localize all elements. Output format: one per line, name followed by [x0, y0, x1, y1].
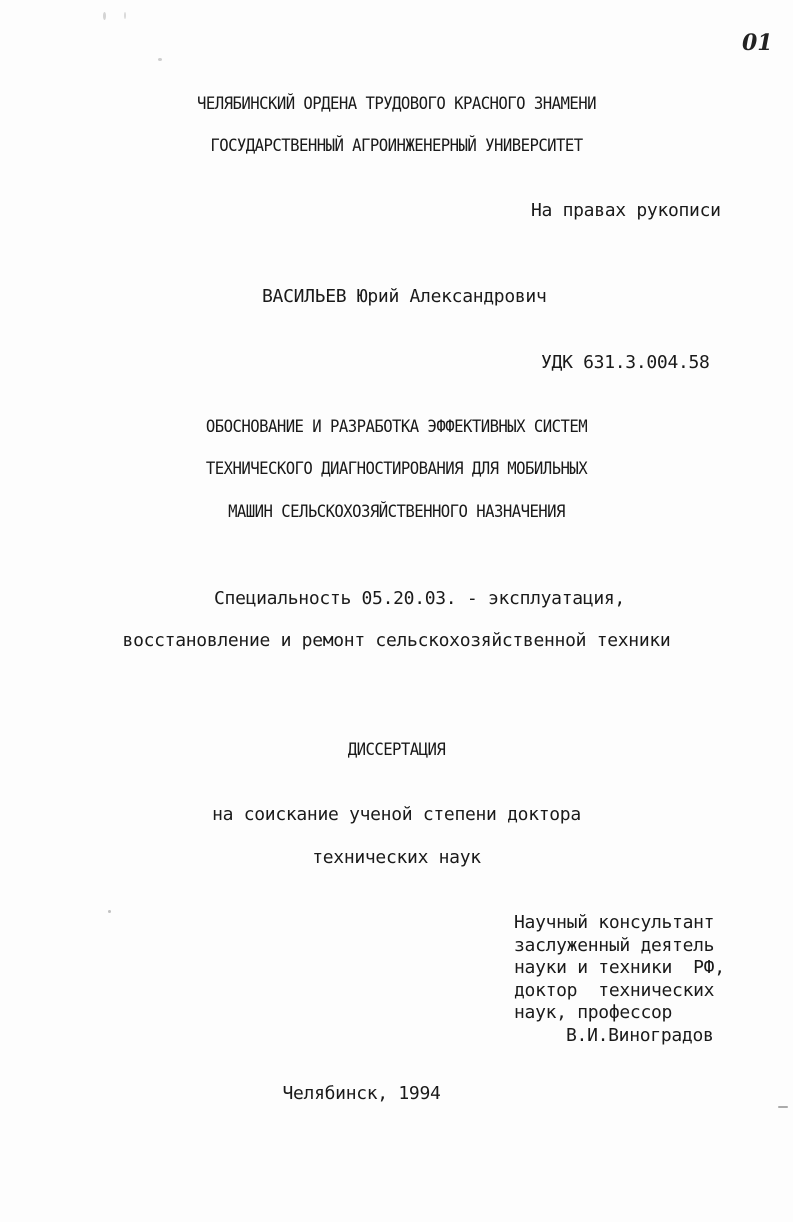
title-line-1: ОБОСНОВАНИЕ И РАЗРАБОТКА ЭФФЕКТИВНЫХ СИСТЕМ [205, 417, 588, 437]
scientific-consultant-block [514, 912, 725, 1047]
consultant-line-5: наук, профессор [514, 1002, 673, 1023]
manuscript-note: На правах рукописи [531, 200, 721, 221]
place-and-year: Челябинск, 1994 [282, 1083, 441, 1104]
consultant-line-4: доктор технических [514, 979, 715, 1001]
specialty-line-1: Специальность 05.20.03. - эксплуатация, [214, 588, 625, 609]
consultant-name: В.И.Виноградов [566, 1024, 714, 1046]
scan-speck [158, 58, 162, 61]
consultant-line-2: заслуженный деятель [514, 934, 715, 956]
specialty-line-2: восстановление и ремонт сельскохозяйственной техники [122, 630, 671, 651]
udk-code: УДК 631.3.004.58 [541, 352, 710, 373]
scan-speck [108, 910, 111, 913]
consultant-line-3: науки и техники РФ, [514, 957, 725, 978]
degree-line-2: технических наук [312, 847, 481, 868]
scan-speck [778, 1106, 788, 1108]
scan-speck [103, 12, 106, 20]
scan-speck [124, 12, 126, 19]
title-line-2: ТЕХНИЧЕСКОГО ДИАГНОСТИРОВАНИЯ ДЛЯ МОБИЛЬНЫХ [205, 459, 588, 479]
title-line-3: МАШИН СЕЛЬСКОХОЗЯЙСТВЕННОГО НАЗНАЧЕНИЯ [228, 502, 565, 522]
degree-line-1: на соискание ученой степени доктора [212, 804, 581, 825]
author-name: ВАСИЛЬЕВ Юрий Александрович [262, 286, 547, 307]
consultant-line-1: Научный консультант [514, 912, 715, 933]
institution-line-1: ЧЕЛЯБИНСКИЙ ОРДЕНА ТРУДОВОГО КРАСНОГО ЗНАМЕНИ [197, 94, 596, 114]
institution-line-2: ГОСУДАРСТВЕННЫЙ АГРОИНЖЕНЕРНЫЙ УНИВЕРСИТЕТ [210, 136, 583, 156]
work-type: ДИССЕРТАЦИЯ [347, 740, 446, 760]
page-number: 01 [742, 30, 773, 56]
